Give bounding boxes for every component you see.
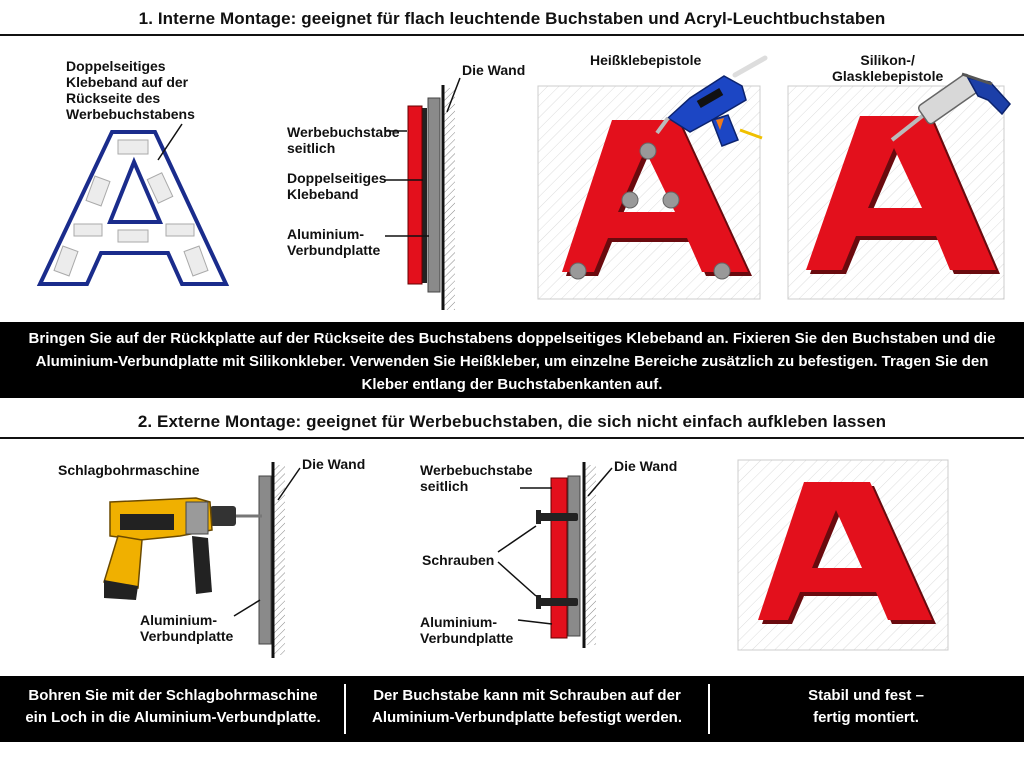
wall-hatch bbox=[443, 88, 455, 310]
section2-steps-banner bbox=[0, 676, 1024, 742]
drill-label: Schlagbohrmaschine bbox=[58, 462, 200, 478]
letter-side-label: Werbebuchstabe seitlich bbox=[287, 124, 400, 156]
panel-label-drill: Aluminium- Verbundplatte bbox=[140, 612, 234, 644]
step-1-text: Bohren Sie mit der Schlagbohrmaschine ein Loch in die Aluminium-Verbundplatte. bbox=[25, 687, 321, 726]
wall-label-drill: Die Wand bbox=[302, 456, 366, 472]
aluminium-panel-screws bbox=[568, 476, 580, 636]
aluminium-panel-drill bbox=[259, 476, 271, 644]
section2-divider bbox=[0, 437, 1024, 439]
wall-label-screws: Die Wand bbox=[614, 458, 678, 474]
adhesive-tape-side bbox=[422, 108, 427, 283]
hot-glue-label: Heißklebepistole bbox=[590, 52, 702, 68]
section1-heading: 1. Interne Montage: geeignet für flach leuchtende Buchstaben und Acryl-Leuchtbuchstaben bbox=[138, 9, 886, 28]
screws-label: Schrauben bbox=[422, 552, 495, 568]
section1-instruction-banner bbox=[0, 322, 1024, 398]
step-2-text: Der Buchstabe kann mit Schrauben auf der Aluminium-Verbundplatte befestigt werden. bbox=[371, 687, 683, 726]
tape-label: Doppelseitiges Klebeband auf der Rückseite des Werbebuchstabens bbox=[66, 58, 195, 122]
section2-heading: 2. Externe Montage: geeignet für Werbebuchstaben, die sich nicht einfach aufkleben lassen bbox=[137, 412, 887, 431]
letter-side-label-2: Werbebuchstabe seitlich bbox=[420, 462, 533, 494]
panel-label-screws: Aluminium- Verbundplatte bbox=[420, 614, 514, 646]
hammer-drill-icon bbox=[104, 498, 262, 600]
step-divider-2 bbox=[708, 684, 710, 734]
panel-label: Aluminium- Verbundplatte bbox=[287, 226, 381, 258]
section1-instruction: Bringen Sie auf der Rückkplatte auf der Rückseite des Buchstabens doppelseitiges Klebeband an. Fixieren Sie den Buchstaben und die Aluminium-Verbundplatte mit Silikonkleber. Verwenden Sie Heißkleber, um einzelne Bereiche zusätzlich zu befestigen. Tragen Sie den Kleber entlang der Buchstabenkanten auf. bbox=[28, 330, 996, 393]
tape-side-label: Doppelseitiges Klebeband bbox=[287, 170, 387, 202]
aluminium-panel-side bbox=[428, 98, 440, 292]
step-divider-1 bbox=[344, 684, 346, 734]
letter-side-screws bbox=[551, 478, 567, 638]
letter-back-tape-diagram bbox=[0, 0, 1024, 320]
silicone-label: Silikon-/ Glasklebepistole bbox=[832, 52, 944, 84]
step-3-text: Stabil und fest – fertig montiert. bbox=[808, 687, 924, 726]
letter-side-view bbox=[408, 106, 422, 284]
wall-label: Die Wand bbox=[462, 62, 526, 78]
